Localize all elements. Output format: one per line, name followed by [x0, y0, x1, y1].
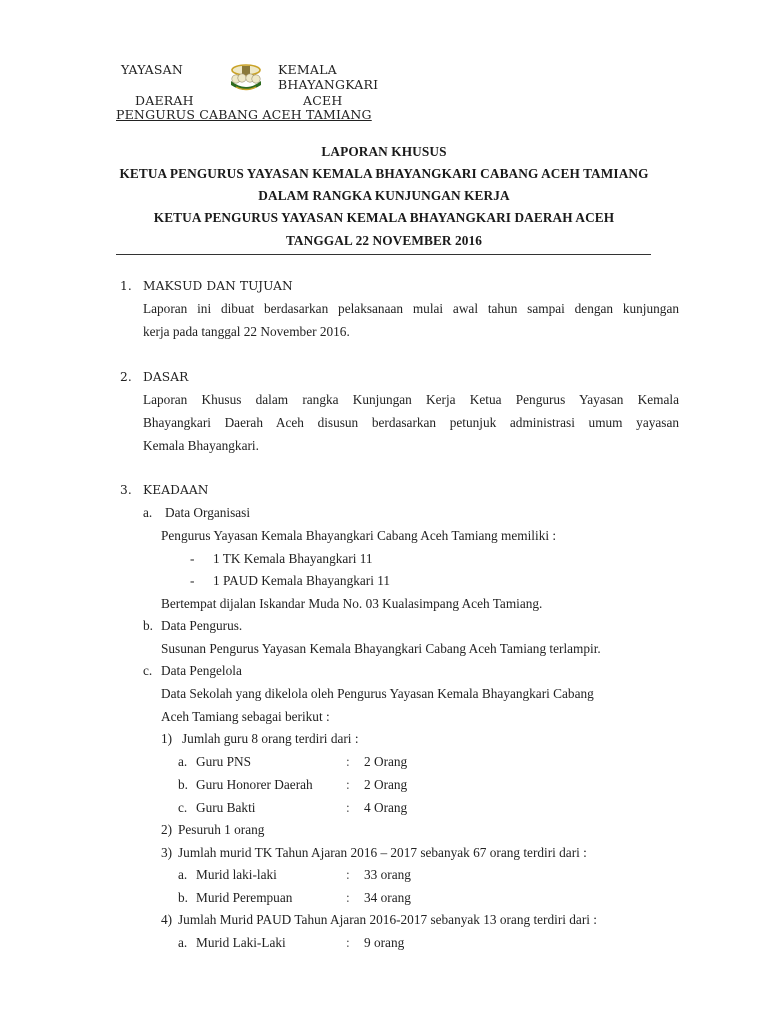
- row-separator: :: [346, 867, 350, 882]
- row-separator: :: [346, 754, 350, 769]
- row-label: a.: [178, 935, 188, 950]
- row-separator: :: [346, 800, 350, 815]
- numbered-item-text: Jumlah guru 8 orang terdiri dari :: [182, 731, 359, 746]
- row-name: Guru PNS: [196, 754, 252, 769]
- row-value: 34 orang: [364, 890, 411, 905]
- numbered-item-label: 2): [161, 822, 173, 837]
- row-value: 4 Orang: [364, 800, 408, 815]
- numbered-item-text: Jumlah murid TK Tahun Ajaran 2016 – 2017 sebanyak 67 orang terdiri dari :: [178, 845, 587, 860]
- subsection-label: b.: [143, 618, 153, 633]
- row-name: Guru Honorer Daerah: [196, 777, 313, 792]
- row-value: 9 orang: [364, 935, 405, 950]
- letterhead-kemala: KEMALA: [278, 62, 337, 77]
- row-value: 33 orang: [364, 867, 411, 882]
- row-name: Murid Perempuan: [196, 890, 293, 905]
- subsection-label: a.: [143, 505, 153, 520]
- subsection-text: Pengurus Yayasan Kemala Bhayangkari Cabang Aceh Tamiang memiliki :: [161, 528, 557, 543]
- bullet-dash: -: [190, 551, 195, 566]
- section-heading: KEADAAN: [143, 483, 209, 497]
- list-item: 1 TK Kemala Bhayangkari 11: [213, 551, 373, 566]
- row-name: Murid Laki-Laki: [196, 935, 286, 950]
- section-paragraph-line: Kemala Bhayangkari.: [143, 438, 259, 453]
- subsection-text: Aceh Tamiang sebagai berikut :: [161, 709, 330, 724]
- section-paragraph-line: Laporan ini dibuat berdasarkan pelaksanaan mulai awal tahun sampai dengan kunjungan: [143, 301, 679, 316]
- row-separator: :: [346, 890, 350, 905]
- subsection-text: Susunan Pengurus Yayasan Kemala Bhayangkari Cabang Aceh Tamiang terlampir.: [161, 641, 601, 656]
- report-subtitle-3: KETUA PENGURUS YAYASAN KEMALA BHAYANGKARI DAERAH ACEH: [153, 210, 615, 225]
- row-value: 2 Orang: [364, 754, 408, 769]
- section-number: 3.: [120, 483, 132, 497]
- list-item: 1 PAUD Kemala Bhayangkari 11: [213, 573, 391, 588]
- section-heading: MAKSUD DAN TUJUAN: [143, 279, 293, 293]
- row-separator: :: [346, 935, 350, 950]
- section-number: 1.: [120, 279, 132, 293]
- title-divider: [116, 254, 651, 255]
- section-paragraph-line: Bhayangkari Daerah Aceh disusun berdasarkan petunjuk administrasi umum yayasan: [143, 415, 679, 430]
- section-paragraph-line: kerja pada tanggal 22 November 2016.: [143, 324, 350, 339]
- subsection-title: Data Pengurus.: [161, 618, 243, 633]
- letterhead-bhayangkari: BHAYANGKARI: [278, 77, 379, 92]
- letterhead-daerah: DAERAH: [135, 93, 194, 108]
- row-separator: :: [346, 777, 350, 792]
- subsection-text: Bertempat dijalan Iskandar Muda No. 03 Kualasimpang Aceh Tamiang.: [161, 596, 543, 611]
- row-label: b.: [178, 890, 188, 905]
- report-title: LAPORAN KHUSUS: [321, 144, 447, 159]
- numbered-item-label: 3): [161, 845, 173, 860]
- row-label: c.: [178, 800, 188, 815]
- report-date: TANGGAL 22 NOVEMBER 2016: [285, 233, 483, 248]
- report-subtitle-2: DALAM RANGKA KUNJUNGAN KERJA: [258, 188, 510, 203]
- row-name: Murid laki-laki: [196, 867, 277, 882]
- row-label: a.: [178, 754, 188, 769]
- report-subtitle-1: KETUA PENGURUS YAYASAN KEMALA BHAYANGKARI CABANG ACEH TAMIANG: [119, 166, 649, 181]
- letterhead-aceh: ACEH: [303, 93, 343, 108]
- section-number: 2.: [120, 370, 132, 384]
- row-value: 2 Orang: [364, 777, 408, 792]
- kemala-bhayangkari-emblem-icon: [228, 61, 264, 93]
- row-label: b.: [178, 777, 188, 792]
- bullet-dash: -: [190, 573, 195, 588]
- subsection-title: Data Pengelola: [161, 663, 242, 678]
- numbered-item-text: Pesuruh 1 orang: [178, 822, 265, 837]
- row-name: Guru Bakti: [196, 800, 256, 815]
- letterhead-yayasan: YAYASAN: [121, 62, 184, 77]
- numbered-item-text: Jumlah Murid PAUD Tahun Ajaran 2016-2017 sebanyak 13 orang terdiri dari :: [178, 912, 597, 927]
- numbered-item-label: 1): [161, 731, 173, 746]
- numbered-item-label: 4): [161, 912, 173, 927]
- section-heading: DASAR: [143, 370, 189, 384]
- section-paragraph-line: Laporan Khusus dalam rangka Kunjungan Kerja Ketua Pengurus Yayasan Kemala: [143, 392, 679, 407]
- subsection-title: Data Organisasi: [165, 505, 251, 520]
- letterhead-branch: PENGURUS CABANG ACEH TAMIANG: [116, 107, 372, 122]
- subsection-text: Data Sekolah yang dikelola oleh Pengurus Yayasan Kemala Bhayangkari Cabang: [161, 686, 594, 701]
- subsection-label: c.: [143, 663, 153, 678]
- row-label: a.: [178, 867, 188, 882]
